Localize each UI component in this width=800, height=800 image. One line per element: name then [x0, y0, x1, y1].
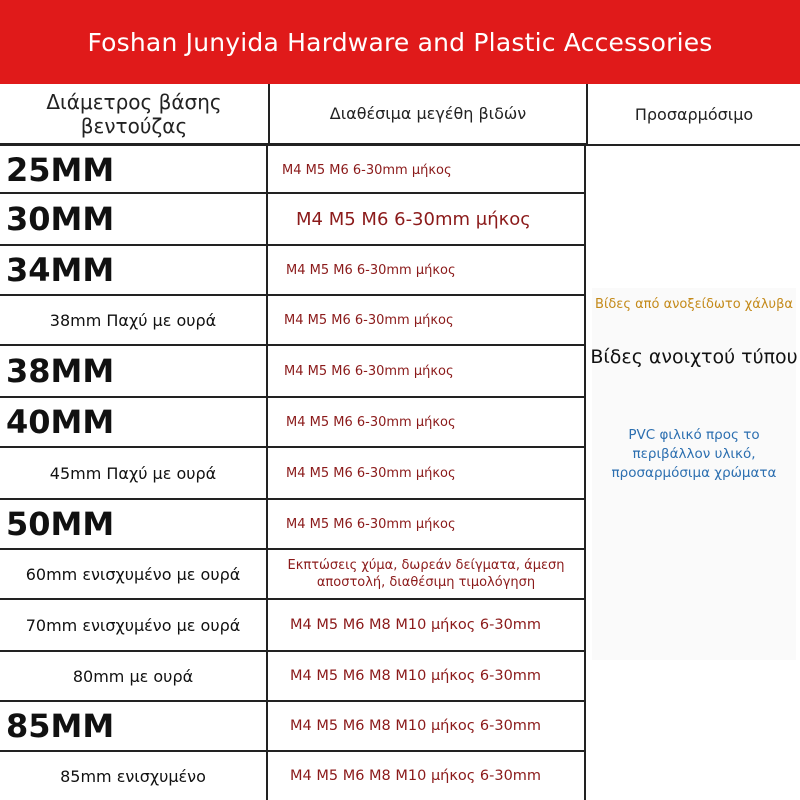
row-base-diameter: 40MM [6, 403, 115, 441]
row-screw-sizes: Εκπτώσεις χύμα, δωρεάν δείγματα, άμεση αποστολή, διαθέσιμη τιμολόγηση [287, 558, 565, 590]
row-screw-sizes: M4 M5 M6 6-30mm μήκος [286, 465, 456, 481]
row-base-diameter: 34MM [6, 251, 115, 289]
row-screw-sizes: M4 M5 M6 M8 M10 μήκος 6-30mm [290, 668, 542, 684]
row-base-diameter: 80mm με ουρά [72, 666, 194, 686]
row-screw-sizes: M4 M5 M6 6-30mm μήκος [284, 312, 454, 328]
open-type-note: Βίδες ανοιχτού τύπου [590, 346, 798, 368]
pvc-note: PVC φιλικό προς το περιβάλλον υλικό, προσαρμόσιμα χρώματα [611, 427, 777, 481]
row-base-diameter: 60mm ενισχυμένο με ουρά [25, 564, 241, 584]
row-screw-sizes: M4 M5 M6 M8 M10 μήκος 6-30mm [290, 768, 542, 784]
customizable-panel [588, 148, 800, 800]
row-base-diameter: 70mm ενισχυμένο με ουρά [25, 615, 241, 635]
header-base-diameter: Διάμετρος βάσης βεντούζας [0, 84, 268, 146]
row-base-diameter: 45mm Παχύ με ουρά [49, 463, 217, 483]
row-base-diameter: 25MM [6, 151, 115, 189]
row-base-diameter: 85MM [6, 707, 115, 745]
row-base-diameter: 30MM [6, 200, 115, 238]
row-screw-sizes: M4 M5 M6 M8 M10 μήκος 6-30mm [290, 617, 542, 633]
row-screw-sizes: M4 M5 M6 6-30mm μήκος [284, 363, 454, 379]
row-base-diameter: 85mm ενισχυμένο [60, 766, 206, 786]
row-screw-sizes: M4 M5 M6 6-30mm μήκος [286, 414, 456, 430]
row-screw-sizes: M4 M5 M6 6-30mm μήκος [286, 262, 456, 278]
page-title: Foshan Junyida Hardware and Plastic Accessories [0, 0, 800, 84]
header-screw-sizes: Διαθέσιμα μεγέθη βιδών [268, 84, 586, 146]
row-base-diameter: 50MM [6, 505, 115, 543]
row-screw-sizes: M4 M5 M6 6-30mm μήκος [296, 208, 531, 230]
row-screw-sizes: M4 M5 M6 6-30mm μήκος [286, 516, 456, 532]
header-customizable: Προσαρμόσιμο [586, 84, 800, 146]
row-screw-sizes: M4 M5 M6 6-30mm μήκος [282, 162, 452, 178]
row-base-diameter: 38MM [6, 352, 115, 390]
row-base-diameter: 38mm Παχύ με ουρά [49, 310, 217, 330]
stainless-steel-note: Βίδες από ανοξείδωτο χάλυβα [595, 297, 793, 312]
row-screw-sizes: M4 M5 M6 M8 M10 μήκος 6-30mm [290, 718, 542, 734]
